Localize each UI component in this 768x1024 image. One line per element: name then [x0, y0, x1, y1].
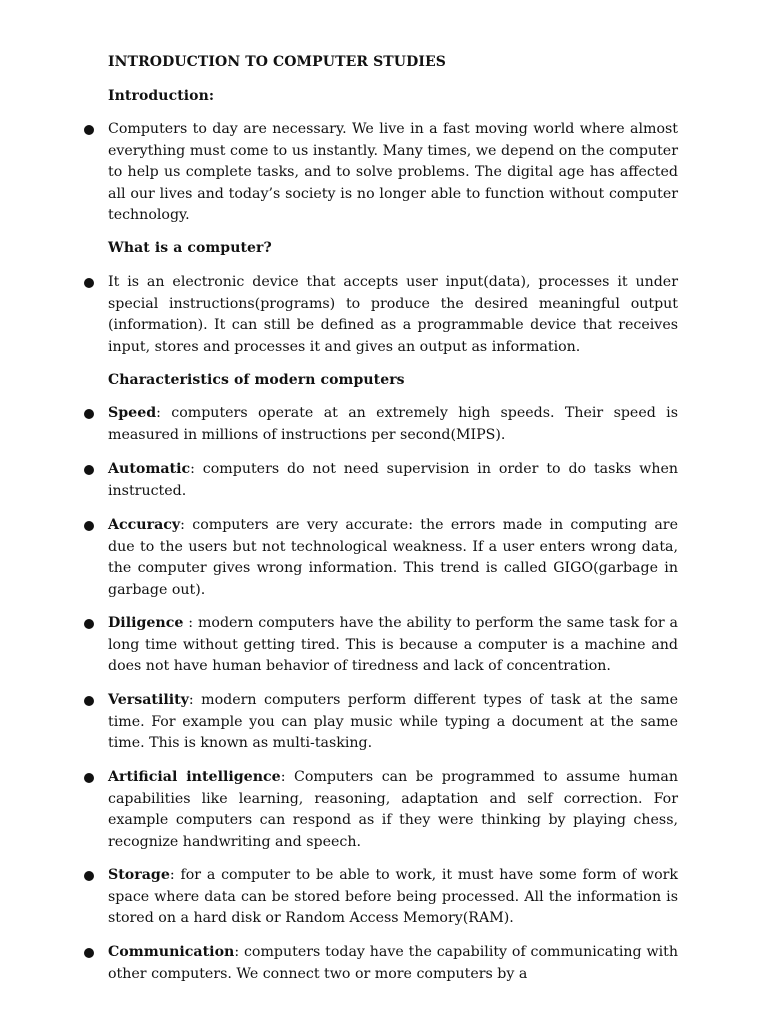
bullet-icon: [84, 773, 94, 783]
term-diligence: Diligence: [108, 615, 184, 631]
list-item-communication: [84, 942, 678, 985]
desc-automatic: : computers do not need supervision in order to do tasks when instructed.: [108, 461, 678, 499]
term-automatic: Automatic: [108, 461, 191, 477]
list-item-versatility: [84, 690, 678, 755]
term-versatility: Versatility: [108, 692, 189, 708]
bullet-icon: [84, 948, 94, 958]
paragraph-introduction: Computers to day are necessary. We live in a fast moving world where almost everything must come to us instantly. Many times, we depend on the computer to help us complete tasks, and to solve problems. The digital age has affected all our lives and today’s society is no longer able to function without computer technology.: [108, 121, 678, 223]
bullet-icon: [84, 409, 94, 419]
desc-diligence: : modern computers have the ability to perform the same task for a long time without getting tired. This is because a computer is a machine and does not have human behavior of tiredness and lack of concentration.: [108, 615, 678, 674]
term-storage: Storage: [108, 867, 170, 883]
desc-communication: : computers today have the capability of communicating with other computers. We connect two or more computers by a: [108, 944, 678, 982]
list-item-storage: [84, 865, 678, 930]
desc-versatility: : modern computers perform different types of task at the same time. For example you can play music while typing a document at the same time. This is known as multi-tasking.: [108, 692, 678, 751]
list-item-accuracy: [84, 515, 678, 601]
list-item-automatic: [84, 459, 678, 502]
bullet-icon: [84, 125, 94, 135]
heading-introduction: Introduction:: [108, 88, 215, 104]
list-item-speed: [84, 403, 678, 446]
term-speed: Speed: [108, 405, 157, 421]
bullet-icon: [84, 465, 94, 475]
paragraph-definition: It is an electronic device that accepts user input(data), processes it under special instructions(programs) to produce the desired meaningful output (information). It can still be defined as a programmable device that receives input, stores and processes it and gives an output as information.: [108, 274, 678, 355]
bullet-icon: [84, 521, 94, 531]
list-item-introduction: [84, 119, 678, 227]
desc-accuracy: : computers are very accurate: the errors made in computing are due to the users but not technological weakness. If a user enters wrong data, the computer gives wrong information. This trend is called GIGO(garbage in garbage out).: [108, 517, 678, 598]
document-title: INTRODUCTION TO COMPUTER STUDIES: [108, 54, 446, 70]
list-item-diligence: [84, 613, 678, 678]
list-item-artificial-intelligence: [84, 767, 678, 853]
desc-artificial-intelligence: : Computers can be programmed to assume human capabilities like learning, reasoning, adaptation and self correction. For example computers can respond as if they were thinking by playing chess, recognize handwriting and speech.: [108, 769, 678, 850]
heading-what-is-computer: What is a computer?: [108, 240, 272, 256]
heading-characteristics: Characteristics of modern computers: [108, 372, 405, 388]
term-communication: Communication: [108, 944, 235, 960]
term-artificial-intelligence: Artificial intelligence: [108, 769, 281, 785]
term-accuracy: Accuracy: [108, 517, 181, 533]
list-item-definition: [84, 272, 678, 358]
bullet-icon: [84, 619, 94, 629]
bullet-icon: [84, 871, 94, 881]
bullet-icon: [84, 696, 94, 706]
desc-storage: : for a computer to be able to work, it must have some form of work space where data can be stored before being processed. All the information is stored on a hard disk or Random Access Memory(RAM).: [108, 867, 678, 926]
desc-speed: : computers operate at an extremely high speeds. Their speed is measured in millions of instructions per second(MIPS).: [108, 405, 678, 443]
bullet-icon: [84, 278, 94, 288]
